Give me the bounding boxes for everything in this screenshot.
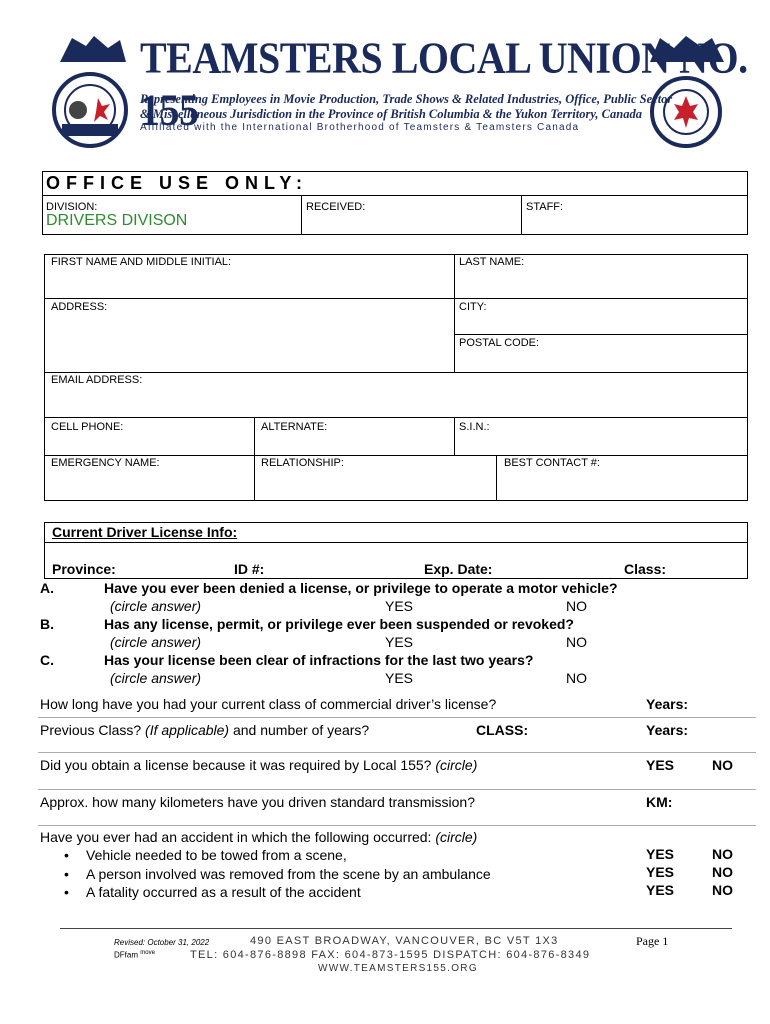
- header-subtitle-2: & Miscellaneous Jurisdiction in the Province of British Columbia & the Yukon Territory, Canada: [140, 107, 642, 121]
- question-c-hint: (circle answer): [110, 670, 202, 686]
- km-label: KM:: [646, 794, 673, 810]
- best-contact-label: BEST CONTACT #:: [504, 457, 600, 469]
- question-b-text: Has any license, permit, or privilege ever been suspended or revoked?: [104, 616, 574, 632]
- grid-row-divider-4: [44, 455, 748, 456]
- obtain-license-yes[interactable]: YES: [646, 757, 675, 773]
- office-use-heading: OFFICE USE ONLY:: [46, 173, 309, 193]
- question-b-letter: B.: [40, 616, 54, 632]
- class-label: Class:: [624, 561, 667, 577]
- division-value: DRIVERS DIVISON: [46, 212, 188, 229]
- row-separator-1: [38, 717, 756, 718]
- id-label: ID #:: [234, 561, 265, 577]
- row-separator-3: [38, 789, 756, 790]
- office-col-divider-2: [521, 195, 522, 235]
- question-b-hint: (circle answer): [110, 634, 202, 650]
- class-input-label: CLASS:: [476, 722, 529, 738]
- footer-address: 490 EAST BROADWAY, VANCOUVER, BC V5T 1X3: [250, 935, 559, 947]
- header-subtitle-1: Representing Employees in Movie Production, Trade Shows & Related Industries, Office, Public Sector: [140, 92, 673, 106]
- previous-class-pre: Previous Class?: [40, 722, 146, 738]
- staff-label: STAFF:: [526, 201, 564, 213]
- emergency-name-label: EMERGENCY NAME:: [51, 457, 160, 469]
- years-label-2: Years:: [646, 722, 689, 738]
- obtain-license-italic: (circle): [435, 757, 478, 773]
- form-code-main: DFfam: [114, 950, 138, 960]
- first-name-label: FIRST NAME AND MIDDLE INITIAL:: [51, 256, 232, 268]
- accident-question: [40, 829, 477, 845]
- form-code: [114, 950, 155, 960]
- license-divider: [44, 542, 748, 543]
- alternate-label: ALTERNATE:: [261, 421, 328, 433]
- accident-fatality-no[interactable]: NO: [712, 882, 733, 898]
- years-label-1: Years:: [646, 696, 689, 712]
- footer-rule: [60, 928, 732, 929]
- question-c-no[interactable]: NO: [566, 670, 587, 686]
- received-label: RECEIVED:: [306, 201, 366, 213]
- accident-fatality-yes[interactable]: YES: [646, 882, 675, 898]
- obtain-license-pre: Did you obtain a license because it was required by Local 155?: [40, 757, 436, 773]
- question-a-hint: (circle answer): [110, 598, 202, 614]
- last-name-label: LAST NAME:: [459, 256, 525, 268]
- accident-question-pre: Have you ever had an accident in which the following occurred:: [40, 829, 436, 845]
- grid-row-divider-city: [454, 334, 748, 335]
- previous-class-post: and number of years?: [229, 722, 370, 738]
- accident-ambulance-yes[interactable]: YES: [646, 864, 675, 880]
- address-label: ADDRESS:: [51, 301, 108, 313]
- accident-towed-yes[interactable]: YES: [646, 846, 675, 862]
- bullet-icon: •: [64, 884, 69, 900]
- revised-date: Revised: October 31, 2022: [114, 938, 210, 947]
- accident-question-italic: (circle): [435, 829, 478, 845]
- question-c-yes[interactable]: YES: [385, 670, 414, 686]
- grid-col-divider-b: [254, 417, 255, 501]
- cell-phone-label: CELL PHONE:: [51, 421, 124, 433]
- bullet-icon: •: [64, 866, 69, 882]
- form-code-super: move: [140, 950, 155, 956]
- relationship-label: RELATIONSHIP:: [261, 457, 344, 469]
- page-number: Page 1: [636, 934, 669, 948]
- union-title: TEAMSTERS LOCAL UNION NO. 155: [140, 33, 748, 135]
- previous-class-question: [40, 722, 369, 738]
- footer-phones: TEL: 604-876-8898 FAX: 604-873-1595 DISPATCH: 604-876-8349: [190, 949, 591, 961]
- question-a-yes[interactable]: YES: [385, 598, 414, 614]
- grid-col-divider-a: [454, 254, 455, 372]
- office-divider: [42, 195, 748, 196]
- left-logo: [42, 32, 138, 148]
- grid-row-divider-1: [44, 298, 748, 299]
- accident-ambulance-no[interactable]: NO: [712, 864, 733, 880]
- question-b-no[interactable]: NO: [566, 634, 587, 650]
- city-label: CITY:: [459, 301, 487, 313]
- header-affiliation: Affiliated with the International Brotherhood of Teamsters & Teamsters Canada: [140, 122, 580, 133]
- grid-row-divider-2: [44, 372, 748, 373]
- accident-item-ambulance-text: A person involved was removed from the scene by an ambulance: [86, 866, 491, 882]
- grid-row-divider-3: [44, 417, 748, 418]
- exp-date-label: Exp. Date:: [424, 561, 493, 577]
- question-a-text: Have you ever been denied a license, or privilege to operate a motor vehicle?: [104, 580, 618, 596]
- grid-col-divider-c: [454, 417, 455, 455]
- question-a-letter: A.: [40, 580, 54, 596]
- how-long-question: How long have you had your current class of commercial driver’s license?: [40, 696, 497, 712]
- postal-code-label: POSTAL CODE:: [459, 337, 540, 349]
- previous-class-italic: (If applicable): [145, 722, 230, 738]
- accident-towed-no[interactable]: NO: [712, 846, 733, 862]
- email-label: EMAIL ADDRESS:: [51, 374, 143, 386]
- obtain-license-question: [40, 757, 477, 773]
- km-question: Approx. how many kilometers have you driven standard transmission?: [40, 794, 475, 810]
- office-col-divider-1: [301, 195, 302, 235]
- row-separator-4: [38, 825, 756, 826]
- license-heading: Current Driver License Info:: [52, 524, 238, 540]
- question-c-text: Has your license been clear of infractions for the last two years?: [104, 652, 534, 668]
- obtain-license-no[interactable]: NO: [712, 757, 733, 773]
- province-label: Province:: [52, 561, 116, 577]
- division-label: DIVISION:: [46, 201, 98, 213]
- question-a-no[interactable]: NO: [566, 598, 587, 614]
- question-c-letter: C.: [40, 652, 54, 668]
- sin-label: S.I.N.:: [459, 421, 490, 433]
- accident-item-towed-text: Vehicle needed to be towed from a scene,: [86, 847, 347, 863]
- question-b-yes[interactable]: YES: [385, 634, 414, 650]
- grid-col-divider-d: [496, 455, 497, 501]
- accident-item-fatality-text: A fatality occurred as a result of the accident: [86, 884, 361, 900]
- row-separator-2: [38, 752, 756, 753]
- bullet-icon: •: [64, 847, 69, 863]
- footer-website: WWW.TEAMSTERS155.ORG: [318, 963, 478, 974]
